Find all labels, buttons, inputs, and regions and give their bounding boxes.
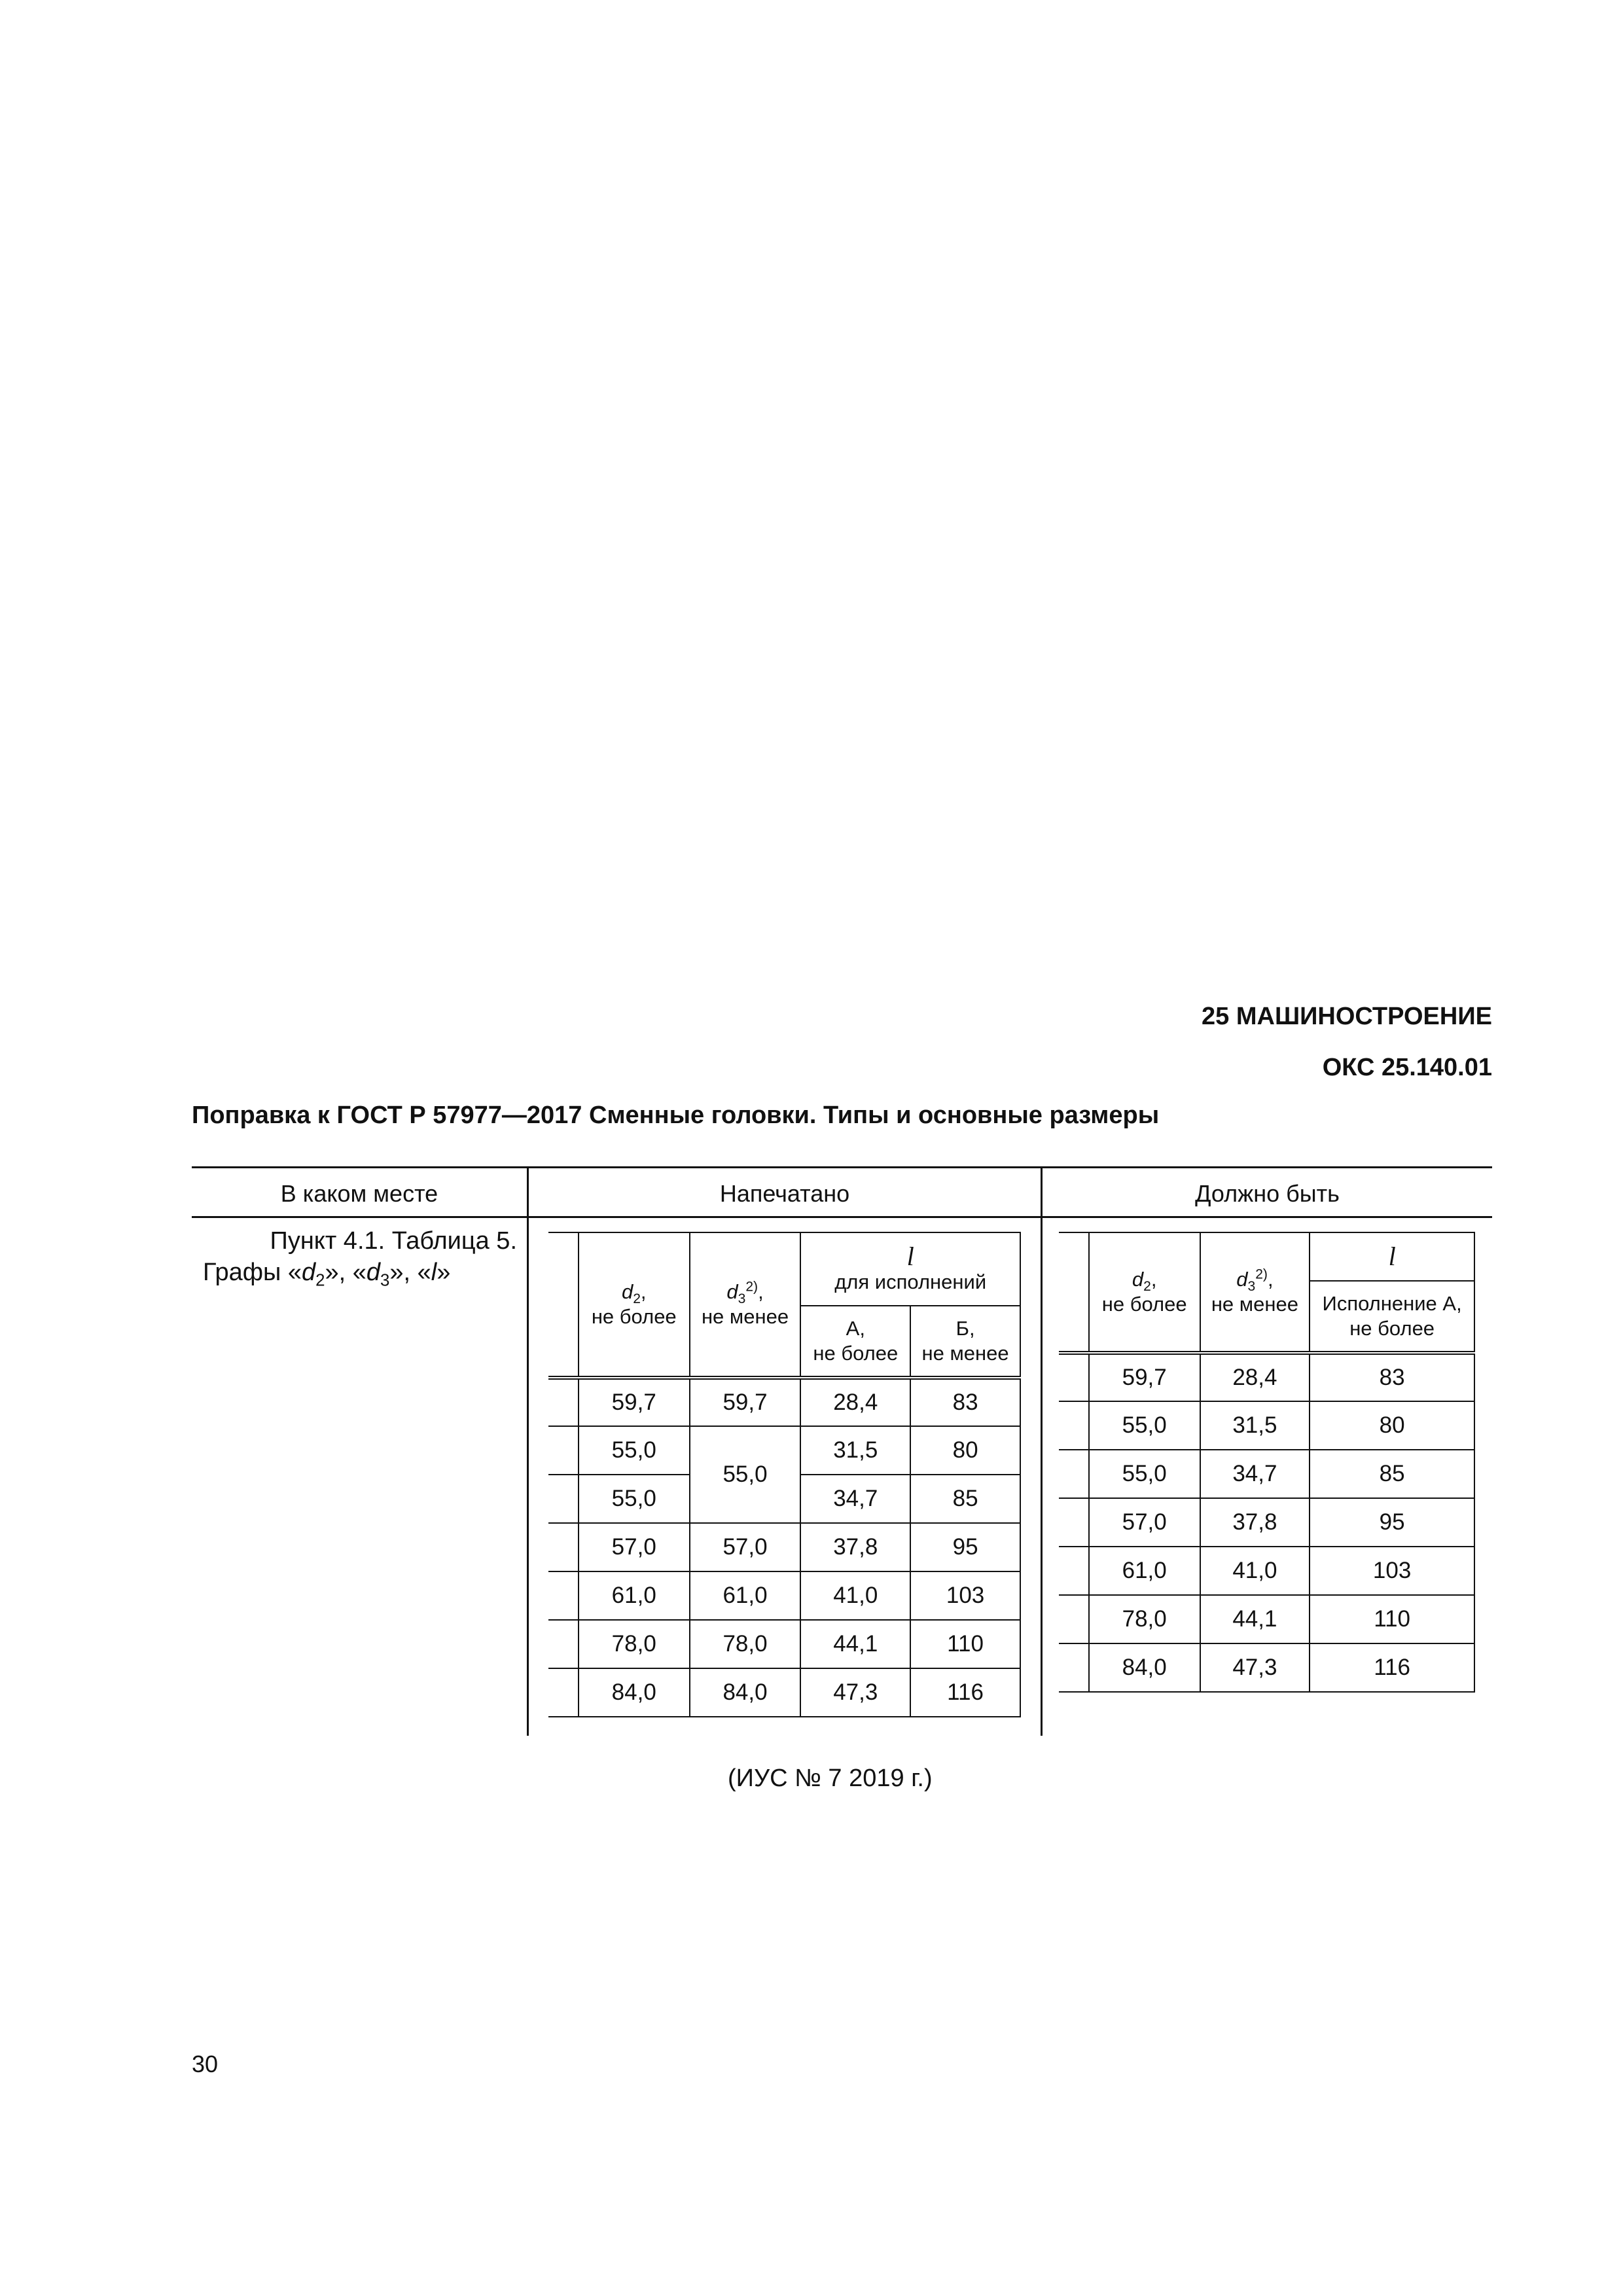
location-line2: Графы «$d_2$», «$d_3$», «l» (203, 1259, 451, 1290)
table-row: 84,0 47,3 116 (1059, 1643, 1474, 1692)
oks-code: ОКС 25.140.01 (1322, 1054, 1492, 1081)
document-title: Поправка к ГОСТ Р 57977—2017 Сменные головки. Типы и основные размеры (192, 1102, 1160, 1129)
table-row: 59,7 28,4 83 (1059, 1353, 1474, 1401)
header-l: l для исполнений (800, 1232, 1020, 1306)
header-d3: $d_3^{2)}$, не менее (690, 1232, 801, 1378)
header-d2: $d_2$, не более (579, 1232, 690, 1378)
section-heading: 25 МАШИНОСТРОЕНИЕ (1202, 1003, 1492, 1030)
table-row: 59,7 59,7 28,4 83 (548, 1378, 1020, 1426)
column-where: В каком месте (280, 1180, 438, 1207)
stub-cell (548, 1232, 579, 1378)
table-row: 55,0 55,0 31,5 80 (548, 1426, 1020, 1475)
table-row: 61,0 41,0 103 (1059, 1547, 1474, 1595)
column-divider-2 (1041, 1166, 1043, 1736)
printed-table (548, 1232, 1021, 1717)
header-d2: $d_2$, не более (1089, 1232, 1200, 1353)
table-row: 57,0 37,8 95 (1059, 1498, 1474, 1547)
table-row: 78,0 44,1 110 (1059, 1595, 1474, 1643)
table-row: 55,0 31,5 80 (1059, 1401, 1474, 1450)
correct-table (1059, 1232, 1475, 1693)
location-text (203, 1225, 517, 1288)
table-row: 55,0 34,7 85 (1059, 1450, 1474, 1498)
table-row: 57,0 57,0 37,8 95 (548, 1523, 1020, 1571)
table-header-rule (192, 1216, 1492, 1218)
table-top-rule (192, 1166, 1492, 1168)
table-row: 84,0 84,0 47,3 116 (548, 1668, 1020, 1717)
header-a: А, не более (800, 1306, 910, 1378)
column-should-be: Должно быть (1195, 1180, 1340, 1207)
header-d3: $d_3^{2)}$, не менее (1200, 1232, 1310, 1353)
header-l: l (1310, 1232, 1474, 1281)
column-printed: Напечатано (719, 1180, 850, 1207)
location-line1: Пункт 4.1. Таблица 5. (270, 1227, 517, 1255)
column-divider-1 (527, 1166, 529, 1736)
table-row: 78,0 78,0 44,1 110 (548, 1620, 1020, 1668)
page-number: 30 (192, 2051, 219, 2077)
table-row: 55,0 34,7 85 (548, 1475, 1020, 1523)
ius-reference: (ИУС № 7 2019 г.) (728, 1765, 933, 1792)
merged-d3-cell: 55,0 (690, 1426, 801, 1523)
header-l-note: Исполнение А, не более (1310, 1281, 1474, 1353)
table-row: 61,0 61,0 41,0 103 (548, 1571, 1020, 1620)
header-b: Б, не менее (910, 1306, 1020, 1378)
stub-cell (1059, 1232, 1089, 1353)
